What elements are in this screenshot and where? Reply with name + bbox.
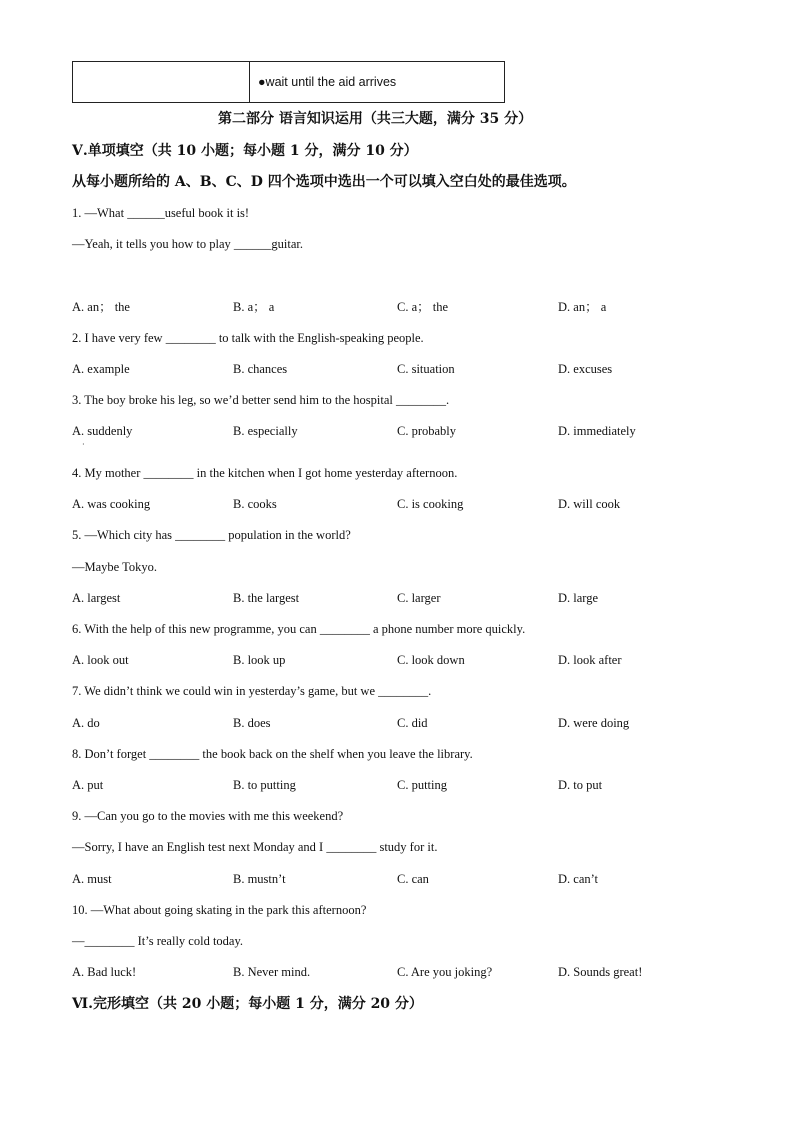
q9-option-a: A. must xyxy=(72,872,112,886)
q6-option-d: D. look after xyxy=(558,653,622,667)
q4-stem: 4. My mother ________ in the kitchen when I got home yesterday afternoon. xyxy=(72,466,458,480)
q1-option-d: D. an； a xyxy=(558,300,607,314)
q3-option-a: A. suddenly xyxy=(72,424,133,438)
q7-option-d: D. were doing xyxy=(558,716,630,730)
q5-option-a: A. largest xyxy=(72,591,121,605)
q3-option-b: B. especially xyxy=(233,424,298,438)
q5-option-d: D. large xyxy=(558,591,599,605)
q2-option-b: B. chances xyxy=(233,362,288,376)
q10-line2: —________ It’s really cold today. xyxy=(72,934,244,948)
part2-title: 第二部分 语言知识运用（共三大题，满分 35 分） xyxy=(218,111,533,127)
q2-option-d: D. excuses xyxy=(558,362,613,376)
q10-option-c: C. Are you joking? xyxy=(397,965,493,979)
q7-stem: 7. We didn’t think we could win in yesterday’s game, but we ________. xyxy=(72,684,432,698)
q9-option-b: B. mustn’t xyxy=(233,872,286,886)
q8-stem: 8. Don’t forget ________ the book back on the shelf when you leave the library. xyxy=(72,747,473,761)
q5-line1: 5. —Which city has ________ population in the world? xyxy=(72,528,351,542)
instruction: 从每小题所给的 A、B、C、D 四个选项中选出一个可以填入空白处的最佳选项。 xyxy=(72,174,576,190)
q3-option-c: C. probably xyxy=(397,424,457,438)
q10-option-b: B. Never mind. xyxy=(233,965,311,979)
q7-option-a: A. do xyxy=(72,716,100,730)
q1-option-a: A. an； the xyxy=(72,300,130,314)
q5-option-b: B. the largest xyxy=(233,591,300,605)
q4-option-c: C. is cooking xyxy=(397,497,464,511)
q10-line1: 10. —What about going skating in the park this afternoon? xyxy=(72,903,367,917)
q7-option-b: B. does xyxy=(233,716,271,730)
q2-stem: 2. I have very few ________ to talk with the English-speaking people. xyxy=(72,331,424,345)
q8-option-c: C. putting xyxy=(397,778,448,792)
q4-option-b: B. cooks xyxy=(233,497,277,511)
section5-title: Ⅴ.单项填空（共 10 小题；每小题 1 分，满分 10 分） xyxy=(72,143,418,159)
q1-option-c: C. a； the xyxy=(397,300,449,314)
top-table xyxy=(72,61,505,103)
stray-dot: · xyxy=(82,440,85,449)
q6-stem: 6. With the help of this new programme, you can ________ a phone number more quickly. xyxy=(72,622,526,636)
q9-option-d: D. can’t xyxy=(558,872,599,886)
q8-option-b: B. to putting xyxy=(233,778,296,792)
q9-option-c: C. can xyxy=(397,872,429,886)
q3-stem: 3. The boy broke his leg, so we’d better send him to the hospital ________. xyxy=(72,393,450,407)
q5-option-c: C. larger xyxy=(397,591,441,605)
q6-option-c: C. look down xyxy=(397,653,465,667)
section6-title: Ⅵ.完形填空（共 20 小题；每小题 1 分，满分 20 分） xyxy=(72,996,423,1012)
q3-option-d: D. immediately xyxy=(558,424,636,438)
q6-option-b: B. look up xyxy=(233,653,286,667)
q8-option-d: D. to put xyxy=(558,778,603,792)
top-table-left-cell xyxy=(73,62,250,103)
q4-option-d: D. will cook xyxy=(558,497,621,511)
q8-option-a: A. put xyxy=(72,778,104,792)
q1-line2: —Yeah, it tells you how to play ______guitar. xyxy=(72,237,304,251)
q2-option-c: C. situation xyxy=(397,362,455,376)
top-table-right-cell: ●wait until the aid arrives xyxy=(250,62,505,103)
q10-option-a: A. Bad luck! xyxy=(72,965,137,979)
q9-line2: —Sorry, I have an English test next Monday and I ________ study for it. xyxy=(72,840,438,854)
q2-option-a: A. example xyxy=(72,362,130,376)
q1-line1: 1. —What ______useful book it is! xyxy=(72,206,250,220)
q9-line1: 9. —Can you go to the movies with me this weekend? xyxy=(72,809,344,823)
q5-line2: —Maybe Tokyo. xyxy=(72,560,157,574)
q10-option-d: D. Sounds great! xyxy=(558,965,643,979)
q1-option-b: B. a； a xyxy=(233,300,275,314)
q7-option-c: C. did xyxy=(397,716,428,730)
q4-option-a: A. was cooking xyxy=(72,497,151,511)
q6-option-a: A. look out xyxy=(72,653,129,667)
